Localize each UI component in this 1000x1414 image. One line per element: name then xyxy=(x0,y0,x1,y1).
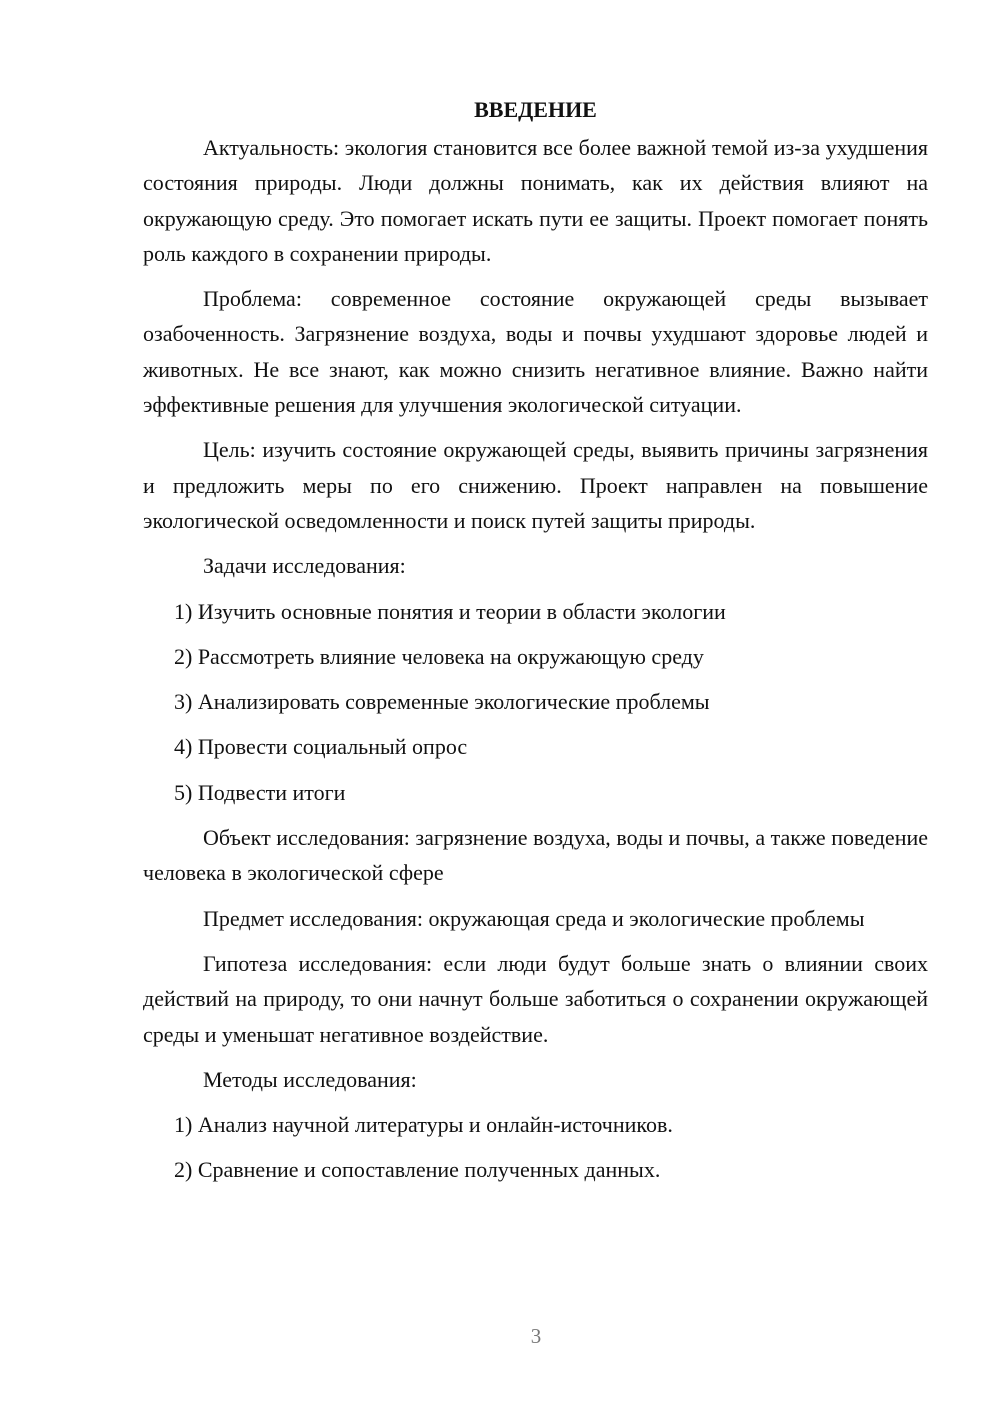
goal-paragraph: Цель: изучить состояние окружающей среды, выявить причины загрязнения и предложить меры по его снижению. Проект направлен на повышение экологической осведомленности и поиск путей защиты природы. xyxy=(143,437,928,533)
tasks-list xyxy=(143,594,928,810)
problem-paragraph: Проблема: современное состояние окружающей среды вызывает озабоченность. Загрязнение воздуха, воды и почвы ухудшают здоровье людей и животных. Не все знают, как можно снизить негативное влияние. Важно найти эффективные решения для улучшения экологической ситуации. xyxy=(143,286,928,418)
methods-list xyxy=(143,1107,928,1188)
list-item: 2) Сравнение и сопоставление полученных данных. xyxy=(174,1157,661,1183)
list-item: 2) Рассмотреть влияние человека на окружающую среду xyxy=(174,643,704,669)
page-content xyxy=(143,92,928,1198)
list-item: 4) Провести социальный опрос xyxy=(174,734,468,760)
list-item: 3) Анализировать современные экологические проблемы xyxy=(174,689,710,715)
tasks-heading: Задачи исследования: xyxy=(203,553,406,579)
page-number: 3 xyxy=(530,1324,542,1348)
section-title: ВВЕДЕНИЕ xyxy=(474,97,597,122)
object-paragraph: Объект исследования: загрязнение воздуха, воды и почвы, а также поведение человека в экологической сфере xyxy=(143,825,928,886)
list-item: 5) Подвести итоги xyxy=(174,779,346,805)
hypothesis-paragraph: Гипотеза исследования: если люди будут больше знать о влиянии своих действий на природу, то они начнут больше заботиться о сохранении окружающей среды и уменьшат негативное воздействие. xyxy=(143,950,928,1047)
subject-paragraph: Предмет исследования: окружающая среда и экологические проблемы xyxy=(203,905,865,931)
relevance-paragraph: Актуальность: экология становится все более важной темой из-за ухудшения состояния природы. Люди должны понимать, как их действия влияют на окружающую среду. Это помогает искать пути ее защиты. Проект помогает понять роль каждого в сохранении природы. xyxy=(143,135,928,266)
list-item: 1) Анализ научной литературы и онлайн-источников. xyxy=(174,1112,673,1138)
methods-heading: Методы исследования: xyxy=(203,1066,417,1092)
list-item: 1) Изучить основные понятия и теории в области экологии xyxy=(174,598,726,624)
